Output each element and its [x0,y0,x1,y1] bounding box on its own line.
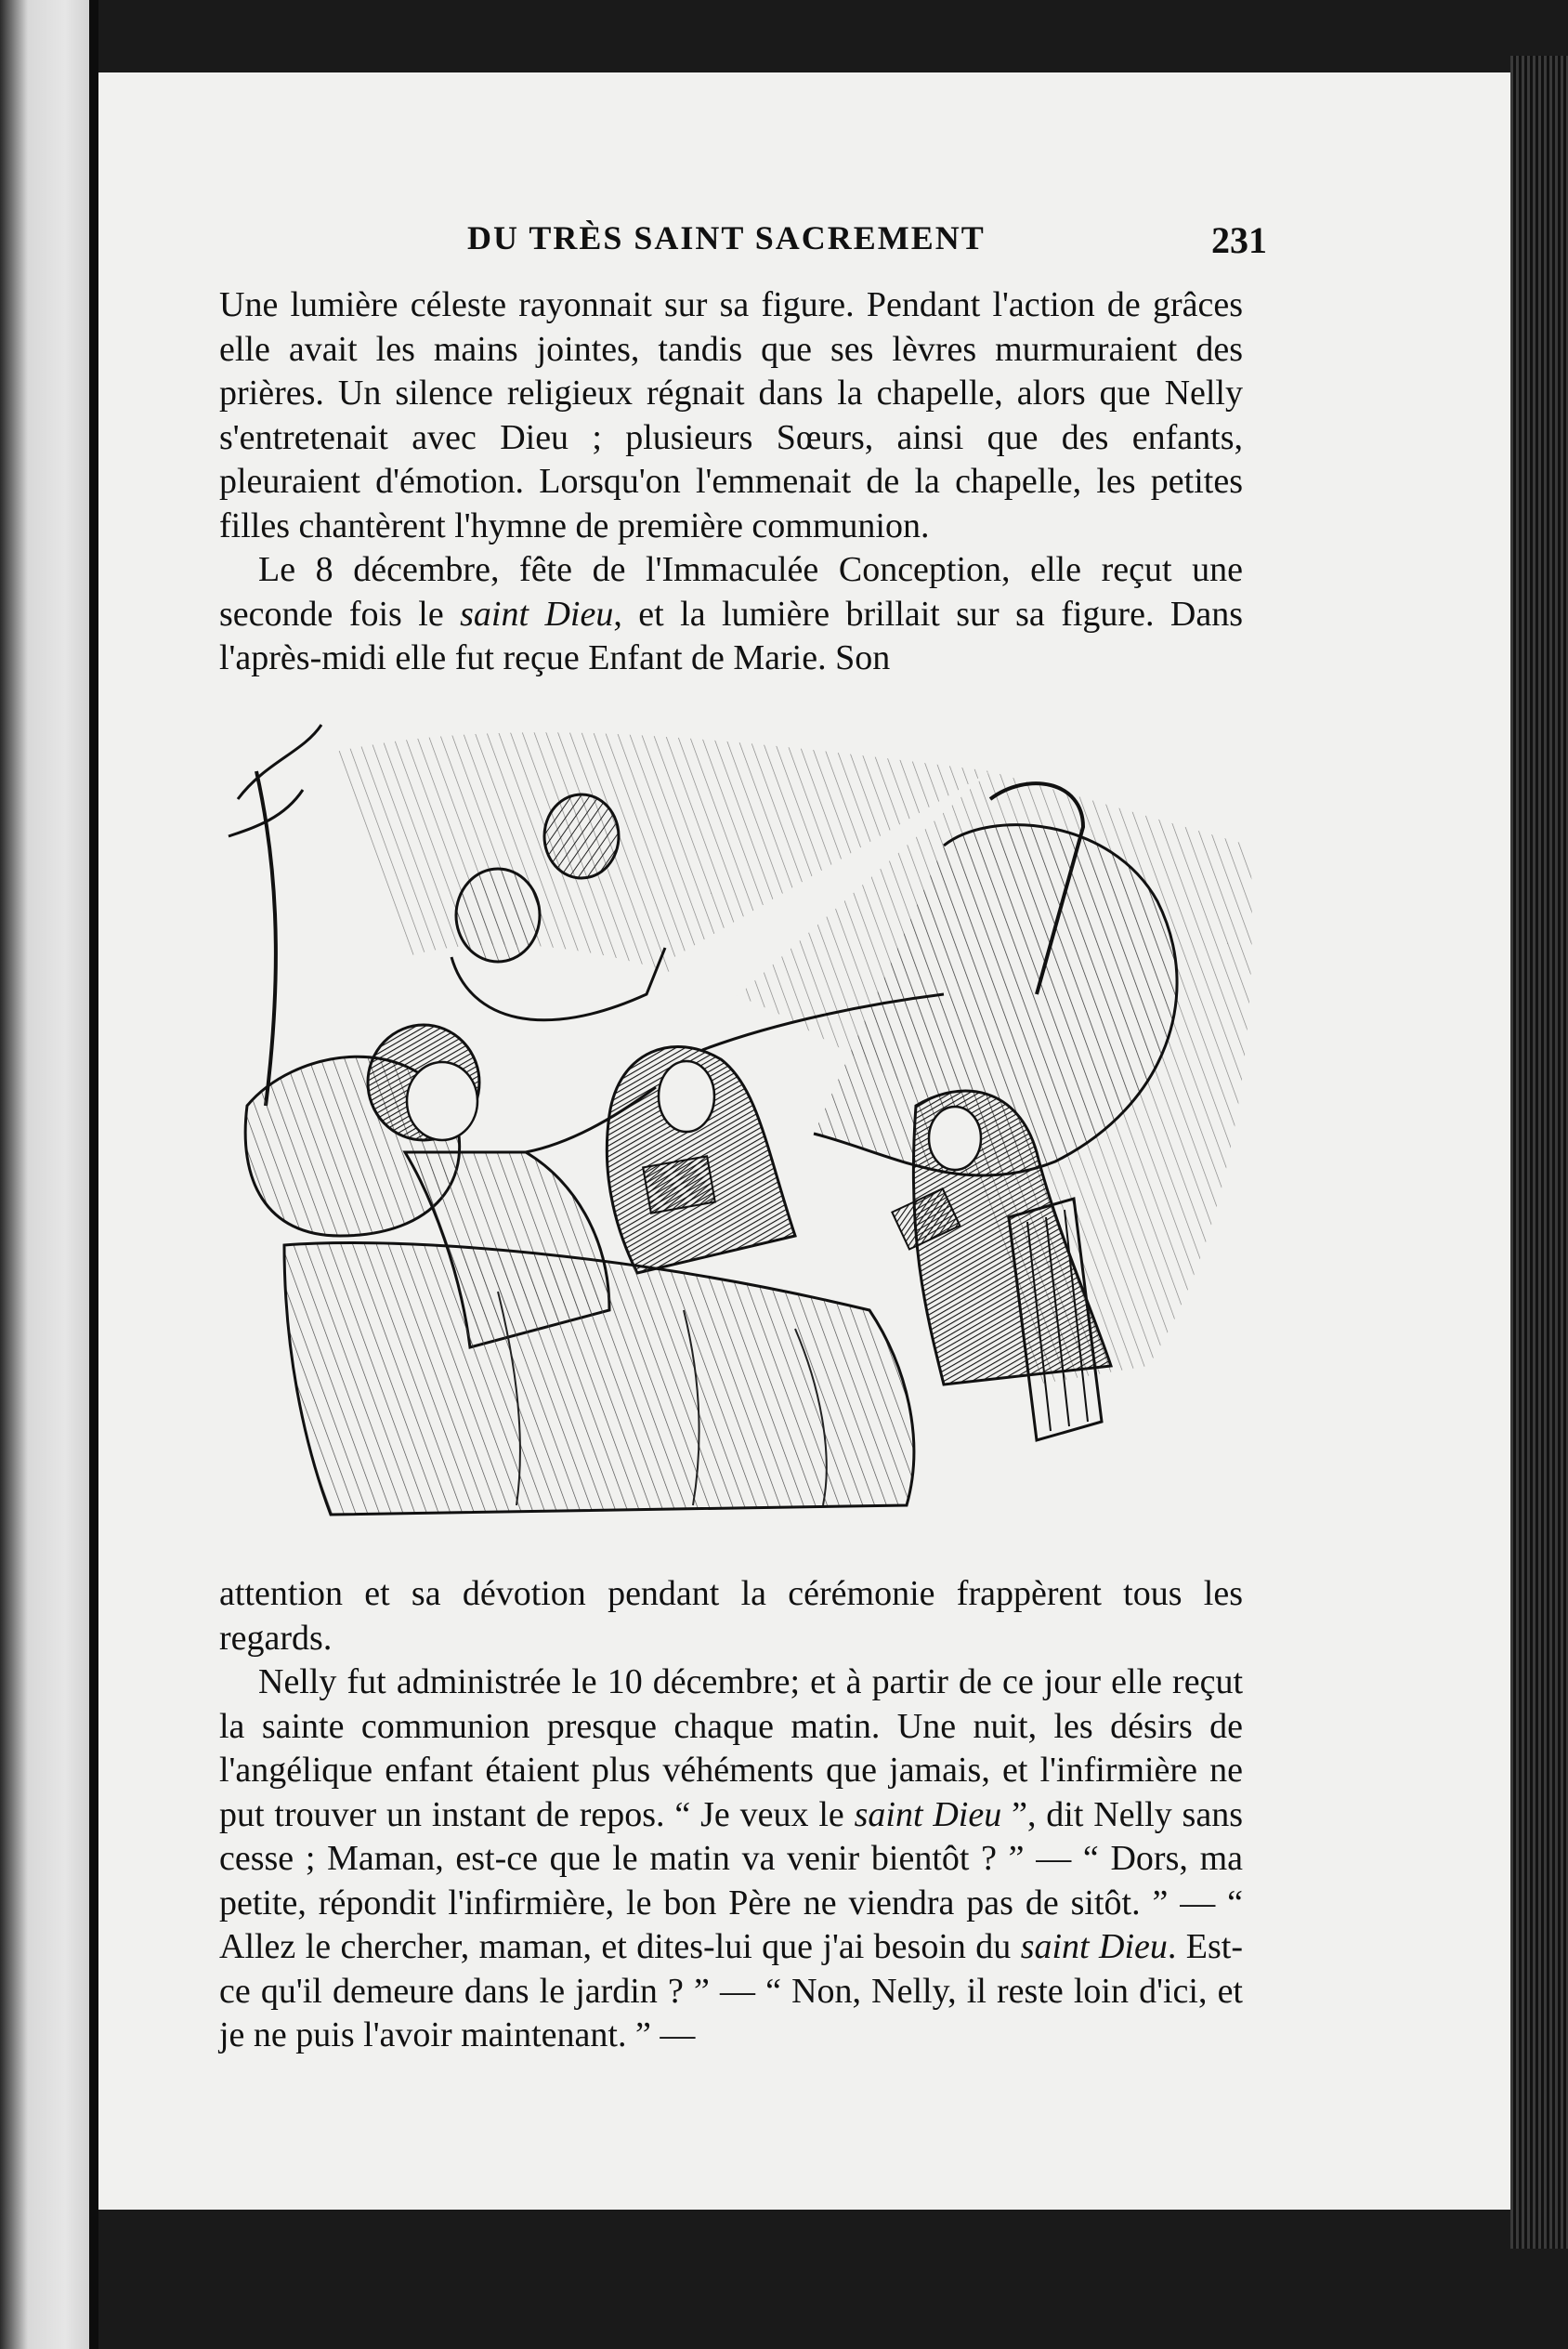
paragraph-3-italic-1: saint Dieu [854,1794,1002,1834]
engraving-illustration [219,715,1260,1533]
page-number: 231 [1211,219,1267,261]
book-gutter [89,0,98,2349]
running-title: DU TRÈS SAINT SACREMENT [467,219,986,256]
paragraph-3-text-b: ”, dit Nelly sans cesse ; Maman, est-ce que le matin va venir bientôt ? ” — “ Dors, ma petite, répondit l'infirmière, le bon Père ne viendra pas de sitôt. ” — “ Allez le chercher, maman, et dites-lui que j'ai besoin du [219,1794,1243,1966]
paragraph-3-text-a: Nelly fut administrée le 10 décembre; et à partir de ce jour elle reçut la sainte communion presque chaque matin. Une nuit, les désirs de l'angélique enfant étaient plus véhéments que jamais, et l'infirmière ne put trouver un instant de repos. “ Je veux le [219,1662,1243,1834]
text-block-bottom [219,1572,1243,2058]
paragraph-2-continued: attention et sa dévotion pendant la cérémonie frappèrent tous les regards. [219,1574,1243,1658]
paragraph-3 [219,1660,1243,2058]
paragraph-2-italic: saint Dieu [460,594,614,634]
page-header [214,218,1267,274]
paragraph-2 [219,548,1243,681]
paragraph-3-italic-2: saint Dieu [1020,1927,1168,1966]
page-stack-edge [1510,56,1568,2249]
paragraph-1: Une lumière céleste rayonnait sur sa figure. Pendant l'action de grâces elle avait les mains jointes, tandis que ses lèvres murmuraient des prières. Un silence religieux régnait dans la chapelle, alors que Nelly s'entretenait avec Dieu ; plusieurs Sœurs, ainsi que des enfants, pleuraient d'émotion. Lorsqu'on l'emmenait de la chapelle, les petites filles chantèrent l'hymne de première communion. [219,285,1243,545]
facing-page-edge [0,0,93,2349]
text-block-top [219,283,1243,681]
paragraph-2-text-a: Le 8 décembre, fête de l'Immaculée Conception, elle reçut une seconde fois le [219,550,1243,634]
paragraph-2-text-b: , et la lumière brillait sur sa figure. Dans l'après-midi elle fut reçue Enfant de Marie. Son [219,594,1243,677]
paragraph-3-text-c: . Est-ce qu'il demeure dans le jardin ? ” — “ Non, Nelly, il reste loin d'ici, et je ne puis l'avoir maintenant. ” — [219,1927,1243,2054]
engraving-drawing [219,715,1260,1533]
